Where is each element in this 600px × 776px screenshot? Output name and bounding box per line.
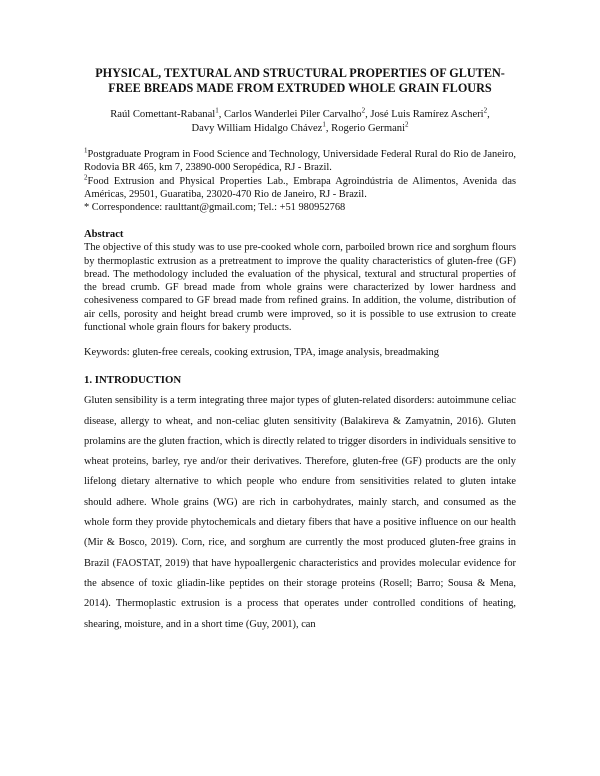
affiliations	[84, 148, 516, 214]
affiliation-text: Postgraduate Program in Food Science and Technology, Universidade Federal Rural do Rio de Janeiro, Rodovia BR 465, km 7, 23890-000 Seropédica, RJ - Brazil.	[84, 149, 516, 174]
author-separator: ,	[325, 123, 332, 134]
introduction-body: Gluten sensibility is a term integrating three major types of gluten-related disorders: autoimmune celiac disease, allergy to wheat, and non-celiac gluten sensitivity (Balakireva & Zamyatnin, 2016). Gluten prolamins are the gluten fraction, which is directly related to trigger disorders in individuals sensitive to wheat proteins, barley, rye and/or their derivatives. Therefore, gluten-free (GF) products are the only lifelong dietary alternative to which people who endure from sensitivities related to gluten intake should adhere. Whole grains (WG) are rich in carbohydrates, mainly starch, and consumed as the whole form they provide phytochemicals and dietary fibers that have a positive influence on our health (Mir & Bosco, 2019). Corn, rice, and sorghum are currently the most produced gluten-free grains in Brazil (FAOSTAT, 2019) that have hypoallergenic characteristics and provides molecular evidence for the absence of toxic gliadin-like peptides on their storage proteins (Rosell; Barro; Sousa & Mena, 2014). Thermoplastic extrusion is a process that operates under controlled conditions of heating, shearing, moisture, and in a short time (Guy, 2001), can	[84, 395, 516, 630]
affiliation	[84, 175, 516, 202]
correspondence: * Correspondence: raulttant@gmail.com; Tel.: +51 980952768	[84, 202, 346, 214]
author-affil-sup: 1	[322, 120, 326, 129]
author-name: Davy William Hidalgo Chávez	[191, 123, 323, 134]
author-name: Rogerio Germani	[331, 123, 406, 134]
paper-title: PHYSICAL, TEXTURAL AND STRUCTURAL PROPERTIES OF GLUTEN-FREE BREADS MADE FROM EXTRUDED WHOLE GRAIN FLOURS	[95, 66, 505, 95]
author-name: Carlos Wanderlei Piler Carvalho	[224, 109, 362, 120]
abstract-heading: Abstract	[84, 229, 124, 241]
author-affil-sup: 1	[215, 106, 219, 115]
author-list	[84, 108, 516, 136]
author-separator: ,	[365, 109, 371, 120]
author-separator: ,	[487, 109, 490, 120]
author-separator: ,	[218, 109, 225, 120]
affiliation-text: Food Extrusion and Physical Properties Lab., Embrapa Agroindústria de Alimentos, Avenida das Américas, 29501, Guaratiba, 23020-470 Rio de Janeiro, RJ - Brazil.	[84, 175, 516, 200]
abstract-body: The objective of this study was to use pre-cooked whole corn, parboiled brown rice and sorghum flours by thermoplastic extrusion as a pretreatment to improve the quality characteristics of gluten-free (GF) bread. The methodology included the evaluation of the physical, textural and structural properties of the bread crumb. GF bread made from whole grains were characterized by lower hardness and cohesiveness compared to GF bread made from refined grains. In addition, the volume, distribution of air cells, porosity and height bread crumb were improved, so it is possible to use extrusion to create functional whole grain flours for bakery products.	[84, 242, 516, 333]
author-name: Raúl Comettant-Rabanal	[110, 109, 216, 120]
affiliation-sup: 2	[84, 173, 88, 182]
keywords: Keywords: gluten-free cereals, cooking extrusion, TPA, image analysis, breadmaking	[84, 347, 439, 359]
author-affil-sup: 2	[361, 106, 366, 115]
section-heading-introduction: 1. INTRODUCTION	[84, 374, 182, 387]
author-affil-sup: 2	[405, 120, 409, 129]
affiliation-sup: 1	[84, 146, 88, 155]
affiliation	[84, 148, 516, 175]
author-affil-sup: 2	[483, 106, 488, 115]
author-name: José Luis Ramírez Ascheri	[370, 109, 484, 120]
